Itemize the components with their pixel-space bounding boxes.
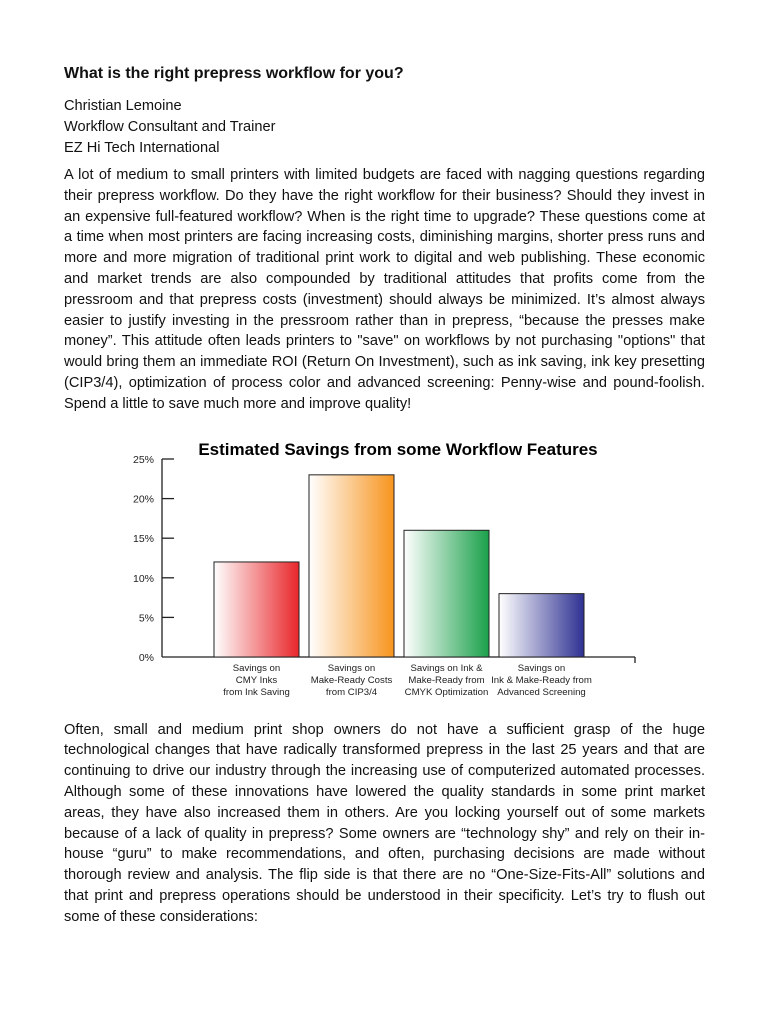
y-ticks [133,454,174,664]
y-tick-label: 15% [132,532,154,545]
y-tick-label: 10% [132,572,154,585]
paragraph-intro: A lot of medium to small printers with limited budgets are faced with nagging questions regarding their prepress workflow. Do they have the right workflow for their business? Should they invest in an expensive full-featured workflow? When is the right time to upgrade? These questions come at a time when most printers are facing increasing costs, diminishing margins, shorter press runs and more and more migration of traditional print work to digital and web publishing. These economic and market trends are also compounded by traditional attitudes that profits come from the pressroom and that prepress costs (investment) should always be minimized. It’s almost always easier to justify investing in the pressroom rather than in prepress, “because the presses make money”. This attitude often leads printers to "save" on workflows by not purchasing "options" that would bring them an immediate ROI (Return On Investment), such as ink saving, ink key presetting (CIP3/4), optimization of process color and advanced screening: Penny-wise and pound-foolish. Spend a little to save much more and improve quality! [64,167,705,412]
paragraph-second: Often, small and medium print shop owners do not have a sufficient grasp of the huge technological changes that have radically transformed prepress in the last 25 years and that are continuing to drive our industry through the increasing use of computerized automated processes. Although some of these innovations have lowered the quality standards in some print market areas, they have also increased them in others. Are you locking yourself out of some markets because of a lack of quality in prepress? Some owners are “technology shy” and rely on their in-house “guru” to make recommendations, and often, purchasing decisions are made without thorough review and analysis. The flip side is that there are no “One-Size-Fits-All” solutions and that print and prepress operations should be understood in their specificity. Let’s try to flush out some of these considerations: [64,721,705,925]
x-category-label: Savings on CMY Inks from Ink Saving [223,662,290,698]
bar [404,530,489,657]
savings-chart [64,415,705,720]
x-category-label: Savings on Ink & Make-Ready from Advanced Screening [491,662,592,698]
bars [214,474,584,656]
bar [499,593,584,656]
article-title: What is the right prepress workflow for you? [64,65,404,82]
x-category-label: Savings on Ink & Make-Ready from CMYK Optimization [404,662,489,698]
y-tick-label: 5% [138,611,154,624]
x-category-label: Savings on Make-Ready Costs from CIP3/4 [310,662,393,698]
author-name: Christian Lemoine [64,98,182,114]
y-tick-label: 25% [132,453,154,466]
y-tick-label: 20% [132,493,154,506]
bar [214,562,299,657]
x-labels [223,663,592,698]
bar [309,474,394,656]
chart-title: Estimated Savings from some Workflow Features [198,439,598,459]
author-company: EZ Hi Tech International [64,140,220,156]
savings-chart-svg [64,415,705,720]
y-tick-label: 0% [138,651,154,664]
author-block [64,96,705,159]
document-page [64,64,705,928]
author-role: Workflow Consultant and Trainer [64,119,276,135]
